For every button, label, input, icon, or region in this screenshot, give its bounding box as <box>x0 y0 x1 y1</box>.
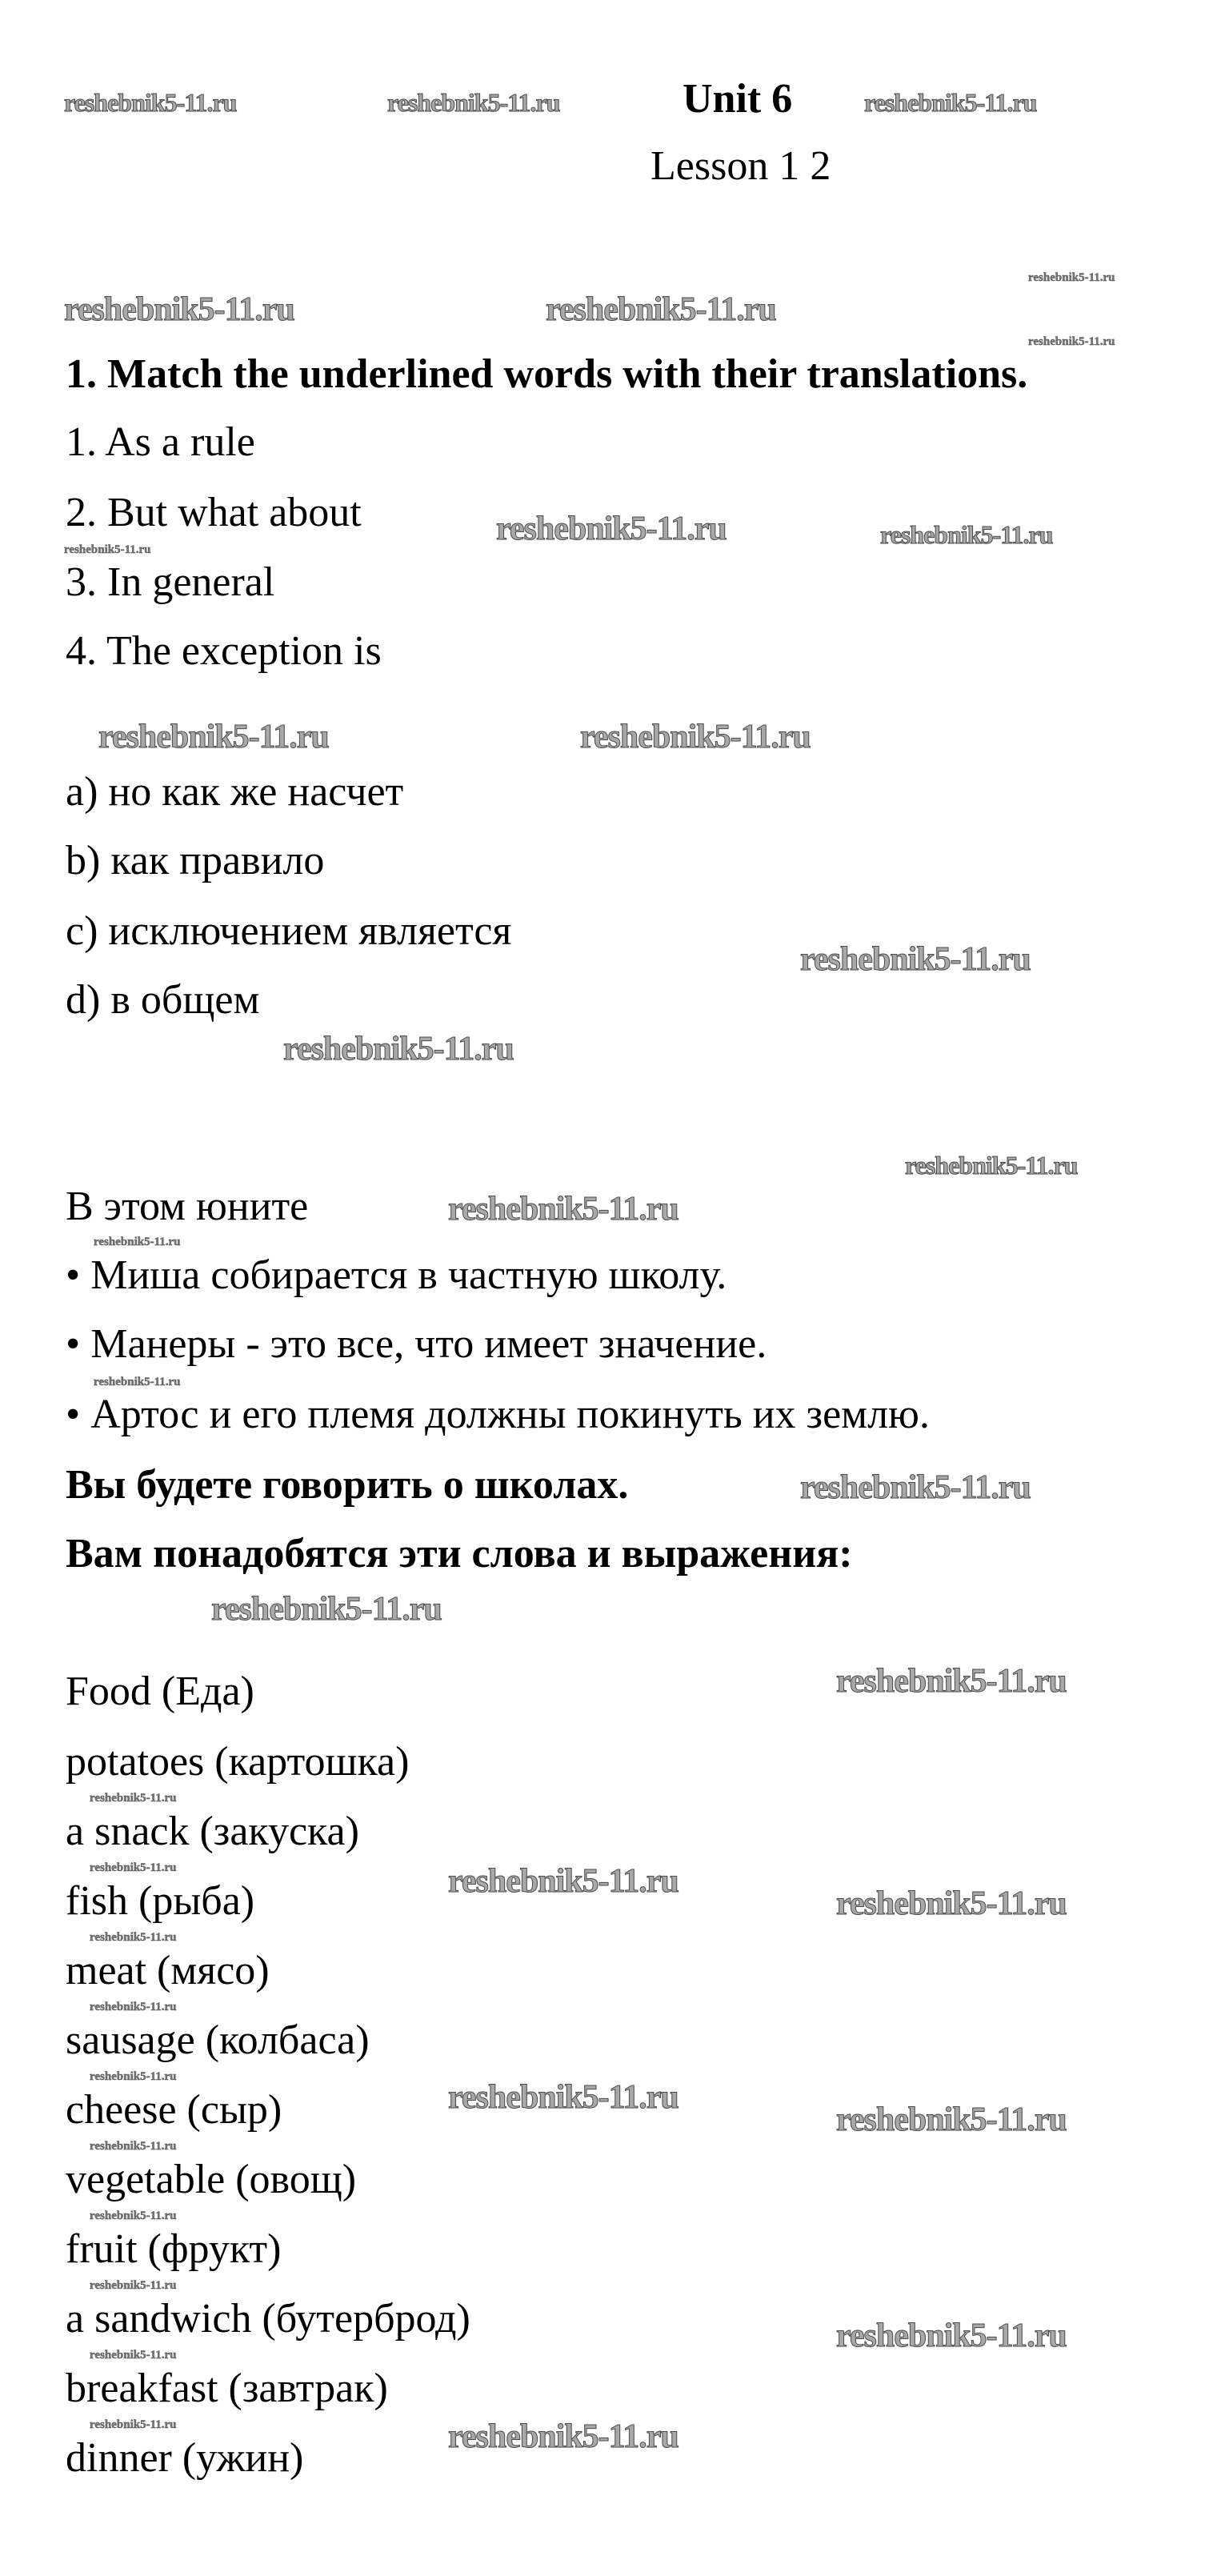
watermark-text: reshebnik5-11.ru <box>90 1861 177 1874</box>
watermark-text: reshebnik5-11.ru <box>546 291 776 328</box>
watermark-text: reshebnik5-11.ru <box>880 520 1053 549</box>
vocab-item: meat (мясо) <box>66 1948 270 1993</box>
watermark-text: reshebnik5-11.ru <box>836 1663 1067 1700</box>
lesson-title: Lesson 1 2 <box>651 143 831 189</box>
phrase-item: 2. But what about <box>66 490 362 535</box>
vocab-item: a snack (закуска) <box>66 1809 359 1854</box>
phrase-item: 4. The exception is <box>66 628 382 674</box>
watermark-text: reshebnik5-11.ru <box>800 1469 1031 1506</box>
vocab-item: dinner (ужин) <box>66 2435 304 2481</box>
bullet-item: • Артос и его племя должны покинуть их землю. <box>66 1392 930 1437</box>
watermark-text: reshebnik5-11.ru <box>1028 271 1115 284</box>
watermark-text: reshebnik5-11.ru <box>864 88 1037 117</box>
watermark-text: reshebnik5-11.ru <box>283 1031 514 1068</box>
watermark-text: reshebnik5-11.ru <box>94 1376 181 1388</box>
translation-item: b) как правило <box>66 838 325 883</box>
watermark-text: reshebnik5-11.ru <box>94 1236 181 1248</box>
phrase-item: 3. In general <box>66 559 275 605</box>
vocab-category: Food (Еда) <box>66 1669 254 1714</box>
watermark-text: reshebnik5-11.ru <box>90 2140 177 2153</box>
watermark-text: reshebnik5-11.ru <box>90 2001 177 2013</box>
watermark-text: reshebnik5-11.ru <box>496 511 727 547</box>
watermark-text: reshebnik5-11.ru <box>836 2101 1067 2138</box>
watermark-text: reshebnik5-11.ru <box>64 291 294 328</box>
watermark-text: reshebnik5-11.ru <box>387 88 560 117</box>
watermark-text: reshebnik5-11.ru <box>836 1885 1067 1922</box>
vocab-item: a sandwich (бутерброд) <box>66 2296 470 2342</box>
watermark-text: reshebnik5-11.ru <box>90 1792 177 1805</box>
translation-item: c) исключением является <box>66 908 512 954</box>
watermark-text: reshebnik5-11.ru <box>448 1191 679 1228</box>
watermark-text: reshebnik5-11.ru <box>448 2079 679 2116</box>
watermark-text: reshebnik5-11.ru <box>64 88 237 117</box>
unit-title: Unit 6 <box>683 76 793 122</box>
bullet-item: • Манеры - это все, что имеет значение. <box>66 1321 767 1367</box>
watermark-text: reshebnik5-11.ru <box>580 719 811 755</box>
watermark-text: reshebnik5-11.ru <box>98 719 329 755</box>
vocab-item: fruit (фрукт) <box>66 2226 282 2272</box>
watermark-text: reshebnik5-11.ru <box>64 543 151 556</box>
watermark-text: reshebnik5-11.ru <box>448 2418 679 2455</box>
vocab-item: potatoes (картошка) <box>66 1739 410 1785</box>
watermark-text: reshebnik5-11.ru <box>90 2418 177 2431</box>
watermark-text: reshebnik5-11.ru <box>90 2209 177 2222</box>
watermark-text: reshebnik5-11.ru <box>90 2279 177 2292</box>
watermark-text: reshebnik5-11.ru <box>90 2070 177 2083</box>
vocab-item: cheese (сыр) <box>66 2087 282 2133</box>
phrase-item: 1. As a rule <box>66 419 255 465</box>
need-heading: Вам понадобятся эти слова и выражения: <box>66 1531 853 1576</box>
exercise-title: 1. Match the underlined words with their translations. <box>66 351 1028 397</box>
talk-heading: Вы будете говорить о школах. <box>66 1462 629 1508</box>
watermark-text: reshebnik5-11.ru <box>905 1151 1078 1180</box>
translation-item: a) но как же насчет <box>66 769 404 815</box>
translation-item: d) в общем <box>66 977 260 1023</box>
watermark-text: reshebnik5-11.ru <box>211 1591 442 1628</box>
watermark-text: reshebnik5-11.ru <box>448 1863 679 1900</box>
watermark-text: reshebnik5-11.ru <box>1028 335 1115 348</box>
watermark-text: reshebnik5-11.ru <box>800 941 1031 978</box>
unit-intro-heading: В этом юните <box>66 1184 309 1229</box>
bullet-item: • Миша собирается в частную школу. <box>66 1252 727 1298</box>
vocab-item: sausage (колбаса) <box>66 2017 370 2063</box>
vocab-item: vegetable (овощ) <box>66 2157 357 2202</box>
vocab-item: breakfast (завтрак) <box>66 2366 388 2411</box>
watermark-text: reshebnik5-11.ru <box>836 2318 1067 2354</box>
vocab-item: fish (рыба) <box>66 1878 255 1924</box>
watermark-text: reshebnik5-11.ru <box>90 2349 177 2362</box>
watermark-text: reshebnik5-11.ru <box>90 1931 177 1944</box>
